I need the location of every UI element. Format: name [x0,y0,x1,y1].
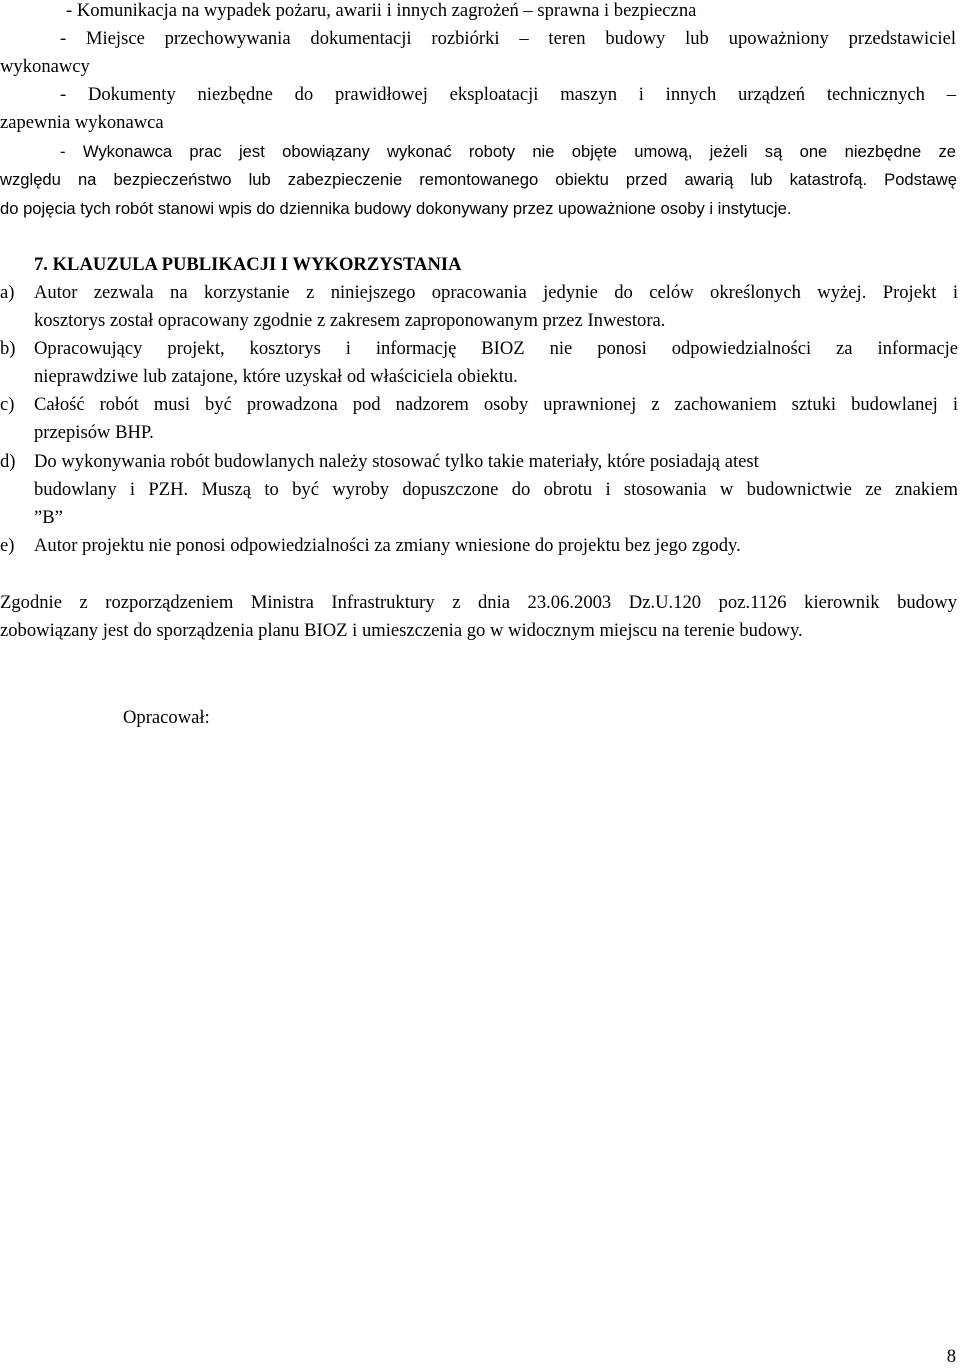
item-e-marker: e) [0,535,15,556]
list-item-machine-docs-cont: zapewnia wykonawca [0,112,164,133]
item-a-line-2: kosztorys został opracowany zgodnie z zakresem zaproponowanym przez Inwestora. [34,310,666,331]
item-b-line-1: Opracowujący projekt, kosztorys i informację BIOZ nie ponosi odpowiedzialności za informacje [34,338,958,359]
item-e-line-1: Autor projektu nie ponosi odpowiedzialności za zmiany wniesione do projektu bez jego zgody. [34,535,741,556]
item-d-line-3: ”B” [34,507,63,528]
contractor-paragraph-line-3: do pojęcia tych robót stanowi wpis do dziennika budowy dokonywany przez upoważnione osoby i instytucje. [0,199,792,218]
item-d-line-2: budowlany i PZH. Muszą to być wyroby dopuszczone do obrotu i stosowania w budownictwie ze znakiem [34,479,958,500]
item-a-line-1: Autor zezwala na korzystanie z niniejszego opracowania jedynie do celów określonych wyżej. Projekt i [34,282,958,303]
item-d-line-1: Do wykonywania robót budowlanych należy stosować tylko takie materiały, które posiadają atest [34,451,759,472]
item-d-marker: d) [0,451,16,472]
section-heading: 7. KLAUZULA PUBLIKACJI I WYKORZYSTANIA [34,254,462,275]
list-item-fire-communication: - Komunikacja na wypadek pożaru, awarii i innych zagrożeń – sprawna i bezpieczna [66,0,697,21]
regulation-line-1: Zgodnie z rozporządzeniem Ministra Infrastruktury z dnia 23.06.2003 Dz.U.120 poz.1126 kierownik budowy [0,592,957,613]
item-b-marker: b) [0,338,16,359]
signature-label: Opracował: [123,707,210,728]
regulation-line-2: zobowiązany jest do sporządzenia planu BIOZ i umieszczenia go w widocznym miejscu na terenie budowy. [0,620,803,641]
page-number: 8 [946,1346,956,1367]
list-item-machine-docs: - Dokumenty niezbędne do prawidłowej eksploatacji maszyn i innych urządzeń technicznych – [60,84,956,105]
list-item-demolition-docs: - Miejsce przechowywania dokumentacji rozbiórki – teren budowy lub upoważniony przedstawiciel [60,28,956,49]
item-b-line-2: nieprawdziwe lub zatajone, które uzyskał od właściciela obiektu. [34,366,518,387]
item-c-line-1: Całość robót musi być prowadzona pod nadzorem osoby uprawnionej z zachowaniem sztuki budowlanej i [34,394,958,415]
contractor-paragraph-line-1: - Wykonawca prac jest obowiązany wykonać roboty nie objęte umową, jeżeli są one niezbędne ze [60,142,956,161]
contractor-paragraph-line-2: względu na bezpieczeństwo lub zabezpieczenie remontowanego obiektu przed awarią lub katastrofą. Podstawę [0,170,957,189]
item-c-line-2: przepisów BHP. [34,422,154,443]
item-a-marker: a) [0,282,15,303]
list-item-demolition-docs-cont: wykonawcy [0,56,90,77]
item-c-marker: c) [0,394,15,415]
